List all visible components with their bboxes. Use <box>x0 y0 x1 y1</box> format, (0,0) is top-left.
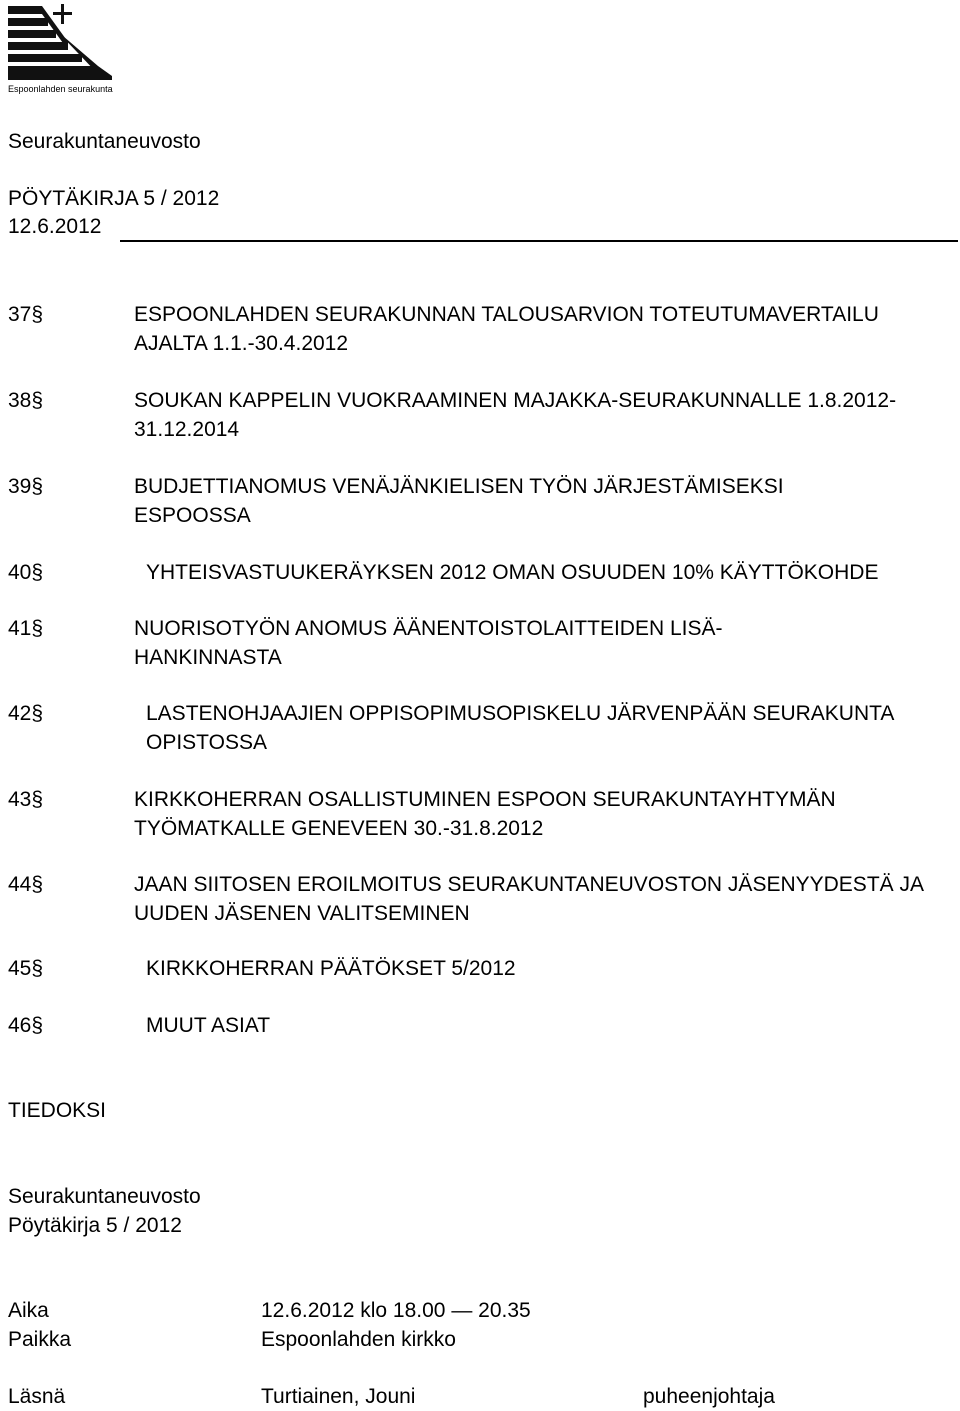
item-title-continued: ESPOOSSA <box>134 504 251 527</box>
section-sign-icon: § <box>31 788 44 811</box>
item-title: NUORISOTYÖN ANOMUS ÄÄNENTOISTOLAITTEIDEN LISÄ- <box>134 617 723 640</box>
item-number: 44§ <box>8 873 44 896</box>
section-sign-icon: § <box>31 617 44 640</box>
item-number: 40§ <box>8 561 44 584</box>
item-title: LASTENOHJAAJIEN OPPISOPIMUSOPISKELU JÄRVENPÄÄN SEURAKUNTA <box>146 702 895 725</box>
item-title-continued: 31.12.2014 <box>134 418 240 441</box>
item-number: 37§ <box>8 303 44 326</box>
item-title: BUDJETTIANOMUS VENÄJÄNKIELISEN TYÖN JÄRJESTÄMISEKSI <box>134 475 784 498</box>
section-sign-icon: § <box>31 1014 44 1037</box>
paikka-label: Paikka <box>8 1328 72 1351</box>
lasna-label: Läsnä <box>8 1385 66 1408</box>
minutes-title: Pöytäkirja 5 / 2012 <box>8 1214 182 1237</box>
item-title: YHTEISVASTUUKERÄYKSEN 2012 OMAN OSUUDEN 10% KÄYTTÖKOHDE <box>146 561 879 584</box>
item-title-continued: OPISTOSSA <box>146 731 267 754</box>
document-date: 12.6.2012 <box>8 215 102 238</box>
section-sign-icon: § <box>31 873 44 896</box>
section-sign-icon: § <box>31 957 44 980</box>
item-title: KIRKKOHERRAN PÄÄTÖKSET 5/2012 <box>146 957 516 980</box>
item-number: 41§ <box>8 617 44 640</box>
aika-value: 12.6.2012 klo 18.00 — 20.35 <box>261 1299 531 1322</box>
header-rule <box>120 240 958 242</box>
section-sign-icon: § <box>31 702 44 725</box>
item-title-continued: TYÖMATKALLE GENEVEEN 30.-31.8.2012 <box>134 817 544 840</box>
item-title-continued: HANKINNASTA <box>134 646 282 669</box>
item-title-continued: UUDEN JÄSENEN VALITSEMINEN <box>134 902 470 925</box>
logo-graphic <box>8 4 118 84</box>
item-title-continued: AJALTA 1.1.-30.4.2012 <box>134 332 349 355</box>
lasna-role: puheenjohtaja <box>643 1385 775 1408</box>
minutes-body-name: Seurakuntaneuvosto <box>8 1185 201 1208</box>
item-number: 38§ <box>8 389 44 412</box>
item-title: MUUT ASIAT <box>146 1014 271 1037</box>
header-body-name: Seurakuntaneuvosto <box>8 130 201 153</box>
item-title: JAAN SIITOSEN EROILMOITUS SEURAKUNTANEUVOSTON JÄSENYYDESTÄ JA <box>134 873 924 896</box>
aika-label: Aika <box>8 1299 49 1322</box>
item-title: ESPOONLAHDEN SEURAKUNNAN TALOUSARVION TOTEUTUMAVERTAILU <box>134 303 879 326</box>
item-title: SOUKAN KAPPELIN VUOKRAAMINEN MAJAKKA-SEURAKUNNALLE 1.8.2012- <box>134 389 897 412</box>
section-sign-icon: § <box>31 389 44 412</box>
item-title: KIRKKOHERRAN OSALLISTUMINEN ESPOON SEURAKUNTAYHTYMÄN <box>134 788 836 811</box>
item-number: 46§ <box>8 1014 44 1037</box>
section-sign-icon: § <box>31 475 44 498</box>
tiedoksi-heading: TIEDOKSI <box>8 1099 107 1122</box>
lasna-name: Turtiainen, Jouni <box>261 1385 416 1408</box>
item-number: 39§ <box>8 475 44 498</box>
document-title: PÖYTÄKIRJA 5 / 2012 <box>8 187 220 210</box>
logo-text: Espoonlahden seurakunta <box>8 84 113 94</box>
paikka-value: Espoonlahden kirkko <box>261 1328 456 1351</box>
section-sign-icon: § <box>31 561 44 584</box>
item-number: 45§ <box>8 957 44 980</box>
item-number: 42§ <box>8 702 44 725</box>
section-sign-icon: § <box>31 303 44 326</box>
item-number: 43§ <box>8 788 44 811</box>
church-logo <box>8 4 118 94</box>
